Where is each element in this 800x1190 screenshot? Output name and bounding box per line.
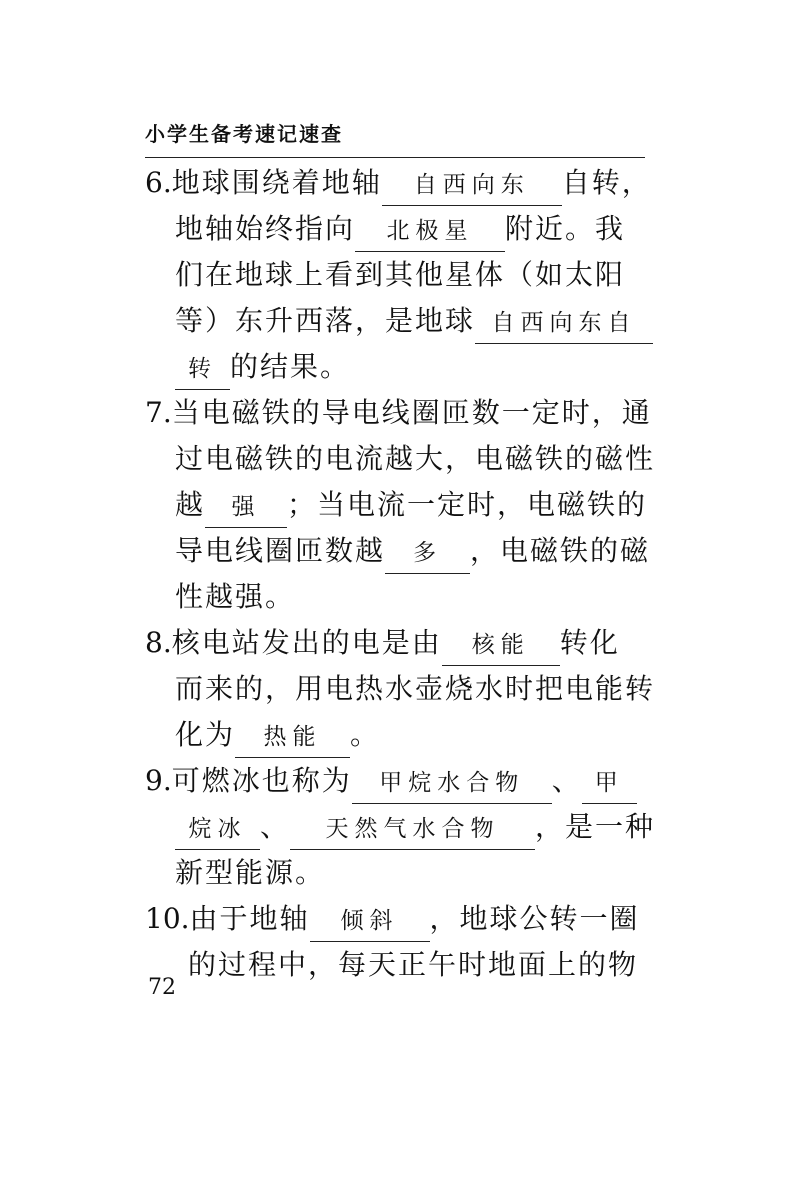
question-number: 10. xyxy=(145,902,190,935)
question-text: 的过程中，每天正午时地面上的物 xyxy=(188,948,639,981)
answer-blank: 转 xyxy=(175,349,230,390)
answer-blank: 烷冰 xyxy=(175,809,260,850)
question-text: 性越强。 xyxy=(175,580,296,613)
question-number: 6. xyxy=(145,166,172,199)
answer-blank: 核能 xyxy=(442,625,560,666)
question-text: 转化 xyxy=(559,626,620,659)
answer-blank: 自西向东自 xyxy=(475,303,653,344)
answer-blank: 甲烷水合物 xyxy=(352,763,552,804)
question-text: 当电磁铁的导电线圈匝数一定时，通 xyxy=(171,396,652,429)
page-header-title: 小学生备考速记速查 xyxy=(145,118,645,158)
question-text: 们在地球上看到其他星体（如太阳 xyxy=(175,258,626,291)
question-text: 地轴始终指向 xyxy=(175,212,356,245)
question-text: 、 xyxy=(551,764,582,797)
page-number: 72 xyxy=(148,975,176,1000)
question-text: 可燃冰也称为 xyxy=(171,764,352,797)
question-text: 由于地轴 xyxy=(189,902,310,935)
question-text: 附近。我 xyxy=(505,212,626,245)
answer-blank: 自西向东 xyxy=(382,165,562,206)
question-text: ；当电流一定时，电磁铁的 xyxy=(287,488,648,521)
question-text: 。 xyxy=(350,718,381,751)
question-text: 导电线圈匝数越 xyxy=(175,534,386,567)
question-text: 而来的，用电热水壶烧水时把电能转 xyxy=(175,672,656,705)
answer-blank: 多 xyxy=(385,533,470,574)
answer-blank: 强 xyxy=(205,487,287,528)
question-text: 越 xyxy=(175,488,206,521)
question-text: 过电磁铁的电流越大，电磁铁的磁性 xyxy=(175,442,656,475)
question-text: ，是一种 xyxy=(535,810,656,843)
question-text: 核电站发出的电是由 xyxy=(171,626,442,659)
question-text: ，电磁铁的磁 xyxy=(470,534,651,567)
question-number: 7. xyxy=(145,396,172,429)
answer-blank: 热能 xyxy=(235,717,350,758)
question-text: ，地球公转一圈 xyxy=(429,902,640,935)
question-text: 自转， xyxy=(561,166,652,199)
answer-blank: 北极星 xyxy=(355,211,505,252)
question-number: 8. xyxy=(145,626,172,659)
question-text: 地球围绕着地轴 xyxy=(171,166,382,199)
question-number: 9. xyxy=(145,764,172,797)
question-text: 的结果。 xyxy=(230,350,351,383)
answer-blank: 天然气水合物 xyxy=(290,809,535,850)
answer-blank: 甲 xyxy=(582,763,637,804)
question-text: 等）东升西落，是地球 xyxy=(175,304,476,337)
question-text: 、 xyxy=(260,810,291,843)
question-text: 化为 xyxy=(175,718,236,751)
answer-blank: 倾斜 xyxy=(310,901,430,942)
question-text: 新型能源。 xyxy=(175,856,326,889)
